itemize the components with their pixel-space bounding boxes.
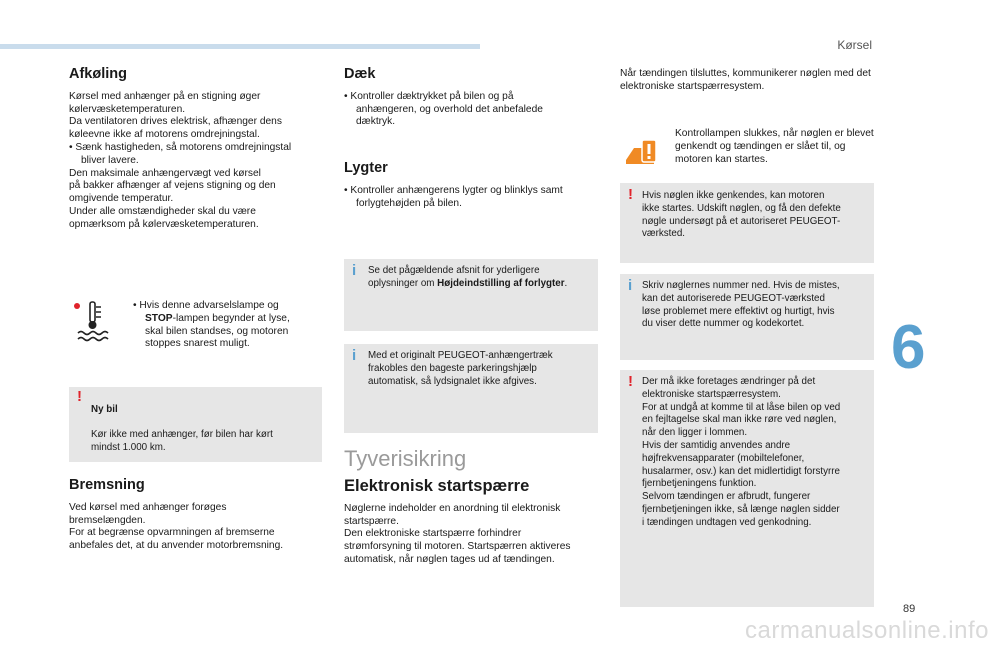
col3-lamp-text: Kontrollampen slukkes, når nøglen er blevet genkendt og tændingen er slået til, og motoren kan startes. [675,128,874,165]
afkoling-bullet: • Sænk hastigheden, så motorens omdrejningstal bliver lavere. [69,141,292,166]
info-icon: i [628,277,633,294]
header-bar [0,44,480,49]
lamp-bullet-pre: • Hvis denne advarselslampe og [133,300,279,311]
newcar-text: Kør ikke med anhænger, før bilen har kørt mindst 1.000 km. [91,429,273,454]
info1-pre: Se det pågældende afsnit for yderligere oplysninger om [368,265,540,289]
col2-daek [344,68,599,129]
elec-text: Nøglerne indeholder en anordning til elektronisk startspærre. Den elektroniske startspærre forhindrer strømforsyning til motoren. Startspærren aktiveres automatisk, når nøglen tages ud af tændingen. [344,502,571,565]
lamp-bullet [133,300,318,351]
warn1-text: Hvis nøglen ikke genkendes, kan motoren ikke startes. Udskift nøglen, og få den defekte nøgle undersøgt på et autoriseret PEUGEOT- værksted. [642,190,841,240]
info1-bold: Højdeindstilling af forlygter [437,277,565,289]
col2-elec [344,477,602,567]
lygter-title: Lygter [344,160,388,176]
bremsning-text: Ved kørsel med anhænger forøges bremselængden. For at begrænse opvarmningen af bremserne anbefales det, at du anvender motorbremsning. [69,501,284,552]
elec-title: Elektronisk startspærre [344,477,530,495]
section-title: Tyverisikring [344,446,467,471]
warning-exclamation-icon: ! [628,373,633,390]
info2-text: Med et originalt PEUGEOT-anhængertræk frakobles den bageste parkeringshjælp automatisk, så lydsignalet ikke afgives. [368,350,553,387]
warning-exclamation-icon: ! [77,388,82,405]
coolant-temperature-warning-icon [74,300,112,344]
afkoling-text2: Den maksimale anhængervægt ved kørsel på bakker afhænger af vejens stigning og den omgivende temperatur. Under alle omstændigheder skal du være opmærksom på kølervæsketemperaturen. [69,167,276,230]
watermark: carmanualsonline.info [745,617,989,644]
info-box-headlamp [344,259,598,331]
chapter-number: 6 [891,313,926,382]
afkoling-text: Kørsel med anhænger på en stigning øger kølervæsketemperaturen. Da ventilatoren drives elektrisk, afhænger dens køleevne ikke af motorens omdrejningstal. [69,90,282,141]
key-lock-warning-icon [624,136,662,168]
info-box-towbar [344,344,598,433]
bremsning-title: Bremsning [69,477,145,493]
lamp-bullet-post: -lampen begynder at lyse, skal bilen standses, og motoren stoppes snarest muligt. [145,312,290,350]
warning-box-key [620,183,874,263]
info-icon: i [352,262,357,279]
daek-bullet: • Kontroller dæktrykket på bilen og på anhængeren, og overhold det anbefalede dæktryk. [344,90,543,128]
lamp-bullet-stop: STOP [145,312,173,324]
col2-lygter [344,162,599,210]
afkoling-title: Afkøling [69,66,127,82]
col1-afkoling [69,68,324,232]
col3-intro: Når tændingen tilsluttes, kommunikerer nøglen med det elektroniske startspærresystem. [620,68,871,92]
info3-text: Skriv nøglernes nummer ned. Hvis de mistes, kan det autoriserede PEUGEOT-værksted løse problemet mere effektivt og hurtigt, hvis du viser dette nummer og kodekortet. [642,280,840,330]
lygter-bullet: • Kontroller anhængerens lygter og blinklys samt forlygtehøjden på bilen. [344,184,563,209]
info-box-keynumber [620,274,874,360]
daek-title: Dæk [344,66,376,82]
info-icon: i [352,347,357,364]
info1-post: . [564,277,568,289]
warning-exclamation-icon: ! [628,186,633,203]
chapter-title: Kørsel [837,38,872,52]
col1-bremsning [69,479,324,553]
newcar-warning-box [69,387,322,462]
warn2-text: Der må ikke foretages ændringer på det elektroniske startspærresystem. For at undgå at komme til at låse bilen op ved en fejltagelse skal man ikke røre ved nøglen, når den ligger i lommen. Hvis der samtidig anvendes andre højfrekvensapparater (mobiltelefoner, husalarmer, osv.) kan det midlertidigt forstyrre fjernbetjeningens funktion. Selvom tændingen er afbrudt, fungerer fjernbetjeningen ikke, så længe nøglen sidder i tændingen undtagen ved genkodning. [642,376,841,528]
warning-box-immobiliser [620,370,874,607]
newcar-title: Ny bil [91,403,118,415]
page-number: 89 [903,603,916,615]
